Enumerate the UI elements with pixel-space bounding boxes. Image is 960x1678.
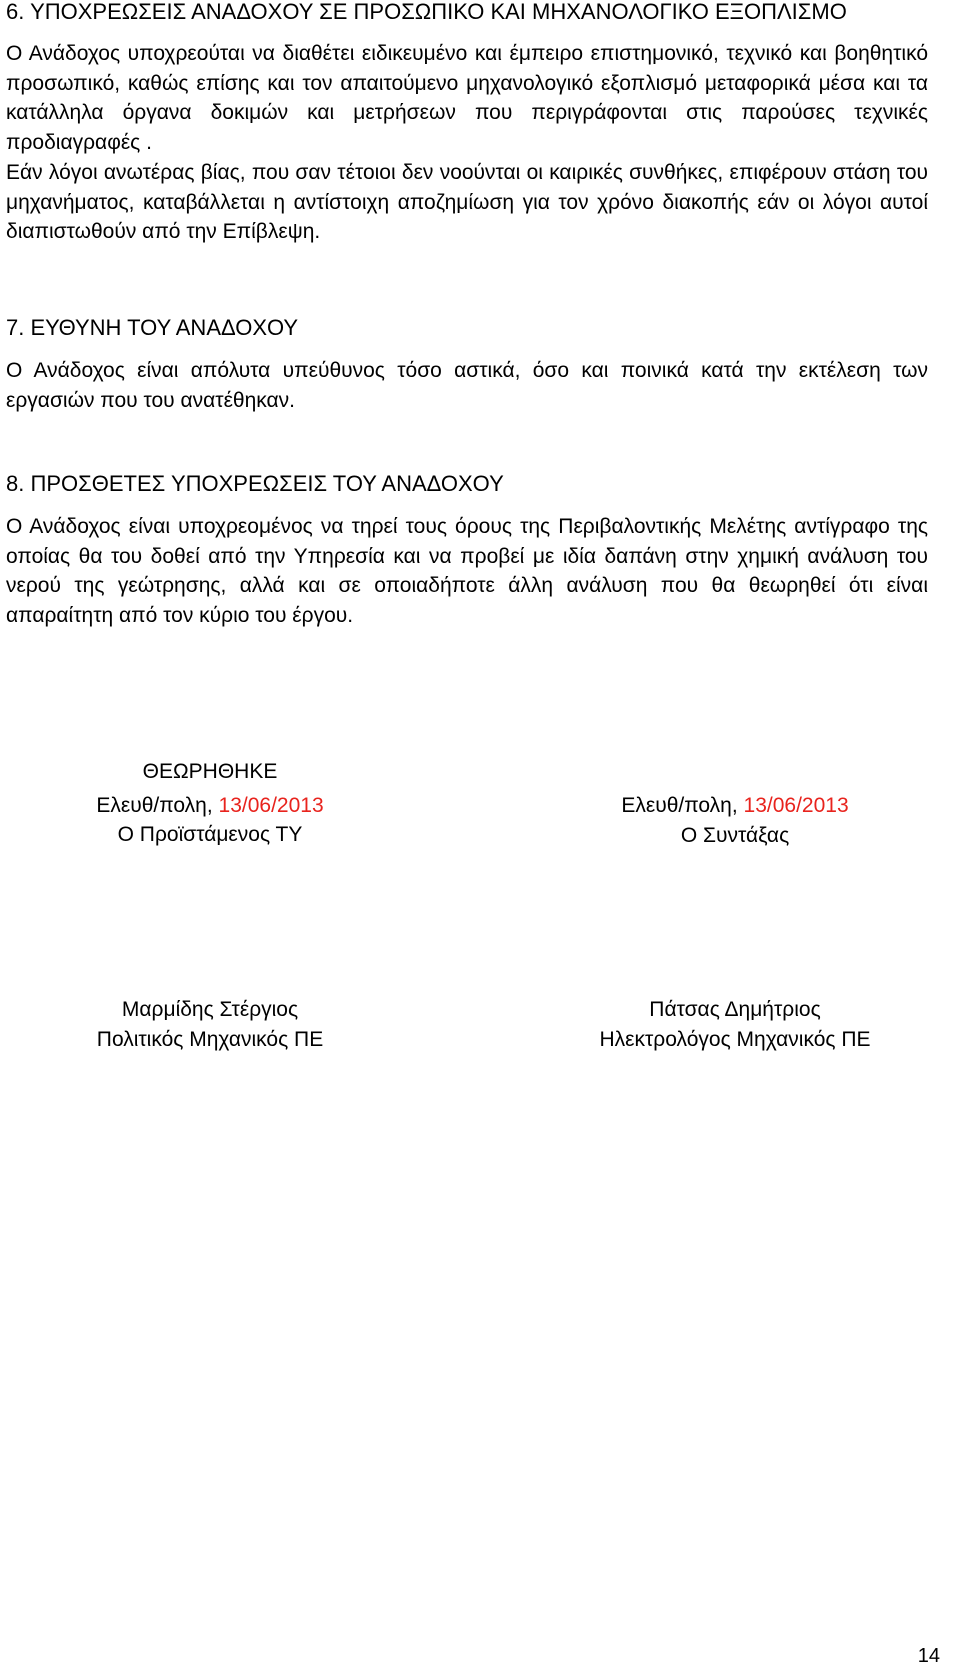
approved-label: ΘΕΩΡΗΘΗΚΕ [142, 760, 278, 783]
signatory-left [60, 995, 360, 1054]
signatory-name: Πάτσας Δημήτριος [649, 998, 821, 1021]
section-8-heading: 8. ΠΡΟΣΘΕΤΕΣ ΥΠΟΧΡΕΩΣΕΙΣ ΤΟΥ ΑΝΑΔΟΧΟΥ [6, 471, 504, 496]
section-8-paragraph: Ο Ανάδοχος είναι υποχρεομένος να τηρεί τους όρους της Περιβαλοντικής Μελέτης αντίγραφο της οποίας θα του δοθεί από την Υπηρεσία και να προβεί με ιδία δαπάνη στην χημική ανάλυση του νερού της γεώτρησης, αλλά και σε οποιαδήποτε άλλη ανάλυση που θα θεωρηθεί ότι είναι απαραίτητη από τον κύριο του έργου. [6, 515, 928, 627]
signatory-name: Μαρμίδης Στέργιος [121, 998, 299, 1021]
date-label: 13/06/2013 [218, 793, 324, 817]
section-6-heading: 6. ΥΠΟΧΡΕΩΣΕΙΣ ΑΝΑΔΟΧΟΥ ΣΕ ΠΡΟΣΩΠΙΚΟ ΚΑΙ ΜΗΧΑΝΟΛΟΓΙΚΟ ΕΞΟΠΛΙΣΜΟ [6, 0, 847, 24]
date-label: 13/06/2013 [743, 794, 849, 817]
signatory-title: Ηλεκτρολόγος Μηχανικός ΠΕ [599, 1027, 871, 1051]
role-label: Ο Συντάξας [680, 823, 790, 847]
signatory-right [575, 995, 895, 1054]
place-label: Ελευθ/πολη, [96, 793, 213, 817]
section-6-paragraph-1: Ο Ανάδοχος υποχρεούται να διαθέτει ειδικευμένο και έμπειρο επιστημονικό, τεχνικό και βοηθητικό προσωπικό, καθώς επίσης και τον απαιτούμενο μηχανολογικό εξοπλισμό μεταφορικά μέσα και τα κατάλληλα όργανα δοκιμών και μετρήσεων που περιγράφονται στις παρούσες τεχνικές προδιαγραφές . [6, 42, 928, 154]
section-7-heading: 7. ΕΥΘΥΝΗ ΤΟΥ ΑΝΑΔΟΧΟΥ [6, 315, 299, 340]
section-7-paragraph: Ο Ανάδοχος είναι απόλυτα υπεύθυνος τόσο αστικά, όσο και ποινικά κατά την εκτέλεση των εργασιών που του ανατέθηκαν. [6, 359, 928, 412]
page-number: 14 [917, 1645, 940, 1667]
place-label: Ελευθ/πολη, [621, 794, 738, 817]
signature-block-left [60, 757, 360, 850]
signature-block-right [575, 791, 895, 850]
place-date-line [575, 791, 895, 821]
signatory-title: Πολιτικός Μηχανικός ΠΕ [96, 1027, 324, 1051]
role-label: Ο Προϊστάμενος ΤΥ [117, 823, 303, 846]
place-date-line [60, 791, 360, 821]
section-6-paragraph-2: Εάν λόγοι ανωτέρας βίας, που σαν τέτοιοι δεν νοούνται οι καιρικές συνθήκες, επιφέρουν στάση του μηχανήματος, καταβάλλεται η αντίστοιχη αποζημίωση για τον χρόνο διακοπής εάν οι λόγοι αυτοί διαπιστωθούν από την Επίβλεψη. [6, 161, 928, 243]
